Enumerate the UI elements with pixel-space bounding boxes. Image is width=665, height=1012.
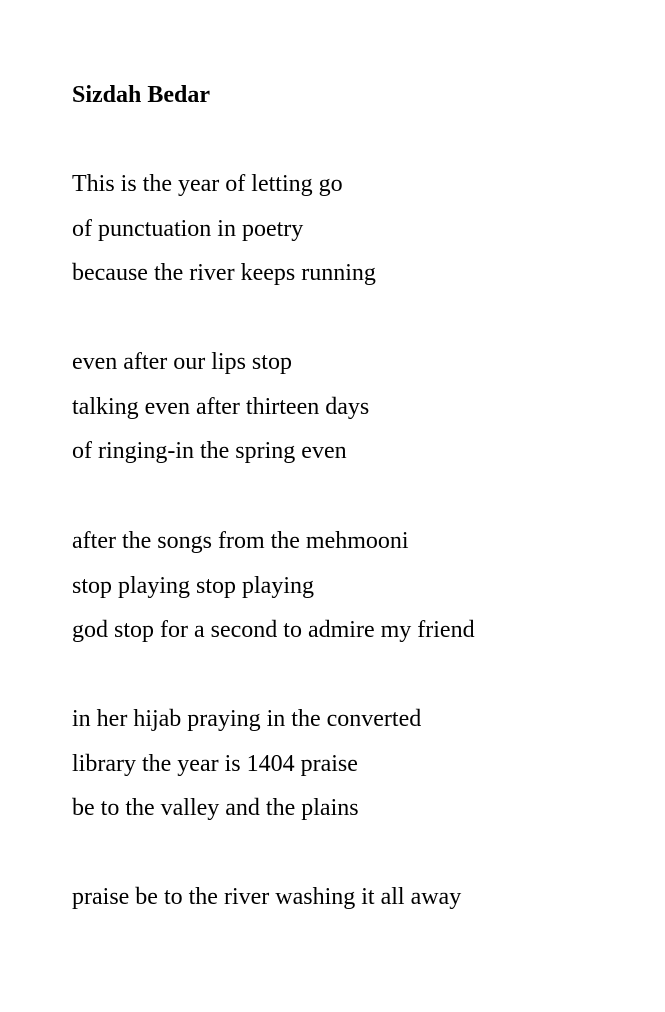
poem-line: stop playing stop playing bbox=[72, 572, 314, 599]
stanza-3 bbox=[72, 519, 475, 653]
stanza-2 bbox=[72, 340, 369, 474]
poem-line: praise be to the river washing it all away bbox=[72, 884, 462, 910]
poem-line: of punctuation in poetry bbox=[72, 215, 304, 242]
poem-line: This is the year of letting go bbox=[72, 171, 343, 197]
poem-line: in her hijab praying in the converted bbox=[72, 706, 422, 732]
poem-line: of ringing-in the spring even bbox=[72, 438, 347, 465]
poem-title: Sizdah Bedar bbox=[72, 82, 211, 108]
poem-line: because the river keeps running bbox=[72, 260, 376, 287]
stanza-4 bbox=[72, 697, 421, 831]
poem-line: talking even after thirteen days bbox=[72, 393, 370, 420]
poem-line: god stop for a second to admire my friend bbox=[72, 617, 475, 644]
poem-line: be to the valley and the plains bbox=[72, 795, 359, 822]
stanza-1 bbox=[72, 162, 376, 296]
poem-line: even after our lips stop bbox=[72, 349, 292, 375]
stanza-5 bbox=[72, 875, 461, 920]
poem-line: after the songs from the mehmooni bbox=[72, 528, 409, 554]
poem-line: library the year is 1404 praise bbox=[72, 750, 358, 777]
